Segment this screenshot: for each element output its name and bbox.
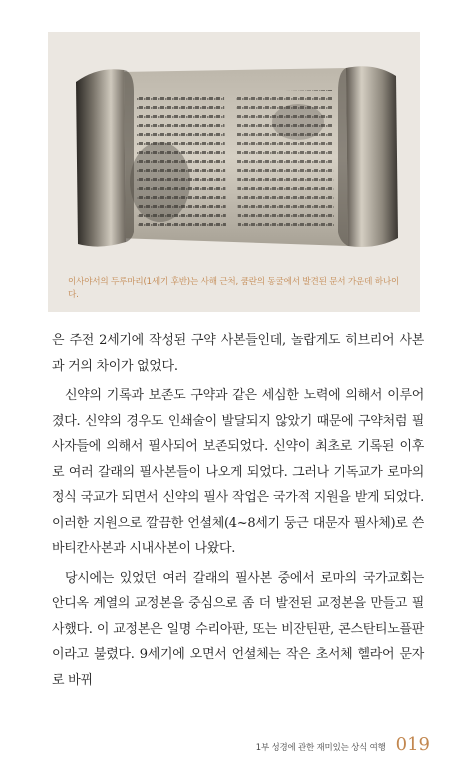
body-text bbox=[52, 328, 424, 693]
isaiah-scroll-image bbox=[48, 32, 420, 272]
figure-caption: 이사야서의 두루마리(1세기 후반)는 사해 근처, 쿰란의 동굴에서 발견된 문서 가운데 하나이다. bbox=[68, 277, 400, 300]
page-number: 019 bbox=[395, 734, 430, 755]
page-footer bbox=[256, 734, 430, 755]
paragraph: 신약의 기록과 보존도 구약과 같은 세심한 노력에 의해서 이루어졌다. 신약의 경우도 인쇄술이 발달되지 않았기 때문에 구약처럼 필사자들에 의해서 필사되어 보존되었다. 신약이 최초로 기록된 이후로 여러 갈래의 필사본들이 나오게 되었다. 그러나 기독교가 로마의 정식 국교가 되면서 신약의 필사 작업은 국가적 지원을 받게 되었다. 이러한 지원으로 깔끔한 언셜체(4~8세기 둥근 대문자 필사체)로 쓴 바티칸사본과 시내사본이 나왔다. bbox=[52, 388, 424, 556]
paragraph: 당시에는 있었던 여러 갈래의 필사본 중에서 로마의 국가교회는 안디옥 계열의 교정본을 중심으로 좀 더 발전된 교정본을 만들고 필사했다. 이 교정본은 일명 수리아판, 또는 비잔틴판, 콘스탄티노플판이라고 불렸다. 9세기에 오면서 언셜체는 작은 초서체 헬라어 문자로 바뀌 bbox=[52, 570, 424, 688]
section-label: 1부 성경에 관한 재미있는 상식 여행 bbox=[255, 743, 386, 753]
paragraph: 은 주전 2세기에 작성된 구약 사본들인데, 놀랍게도 히브리어 사본과 거의 차이가 없었다. bbox=[52, 333, 424, 374]
figure bbox=[48, 32, 420, 312]
